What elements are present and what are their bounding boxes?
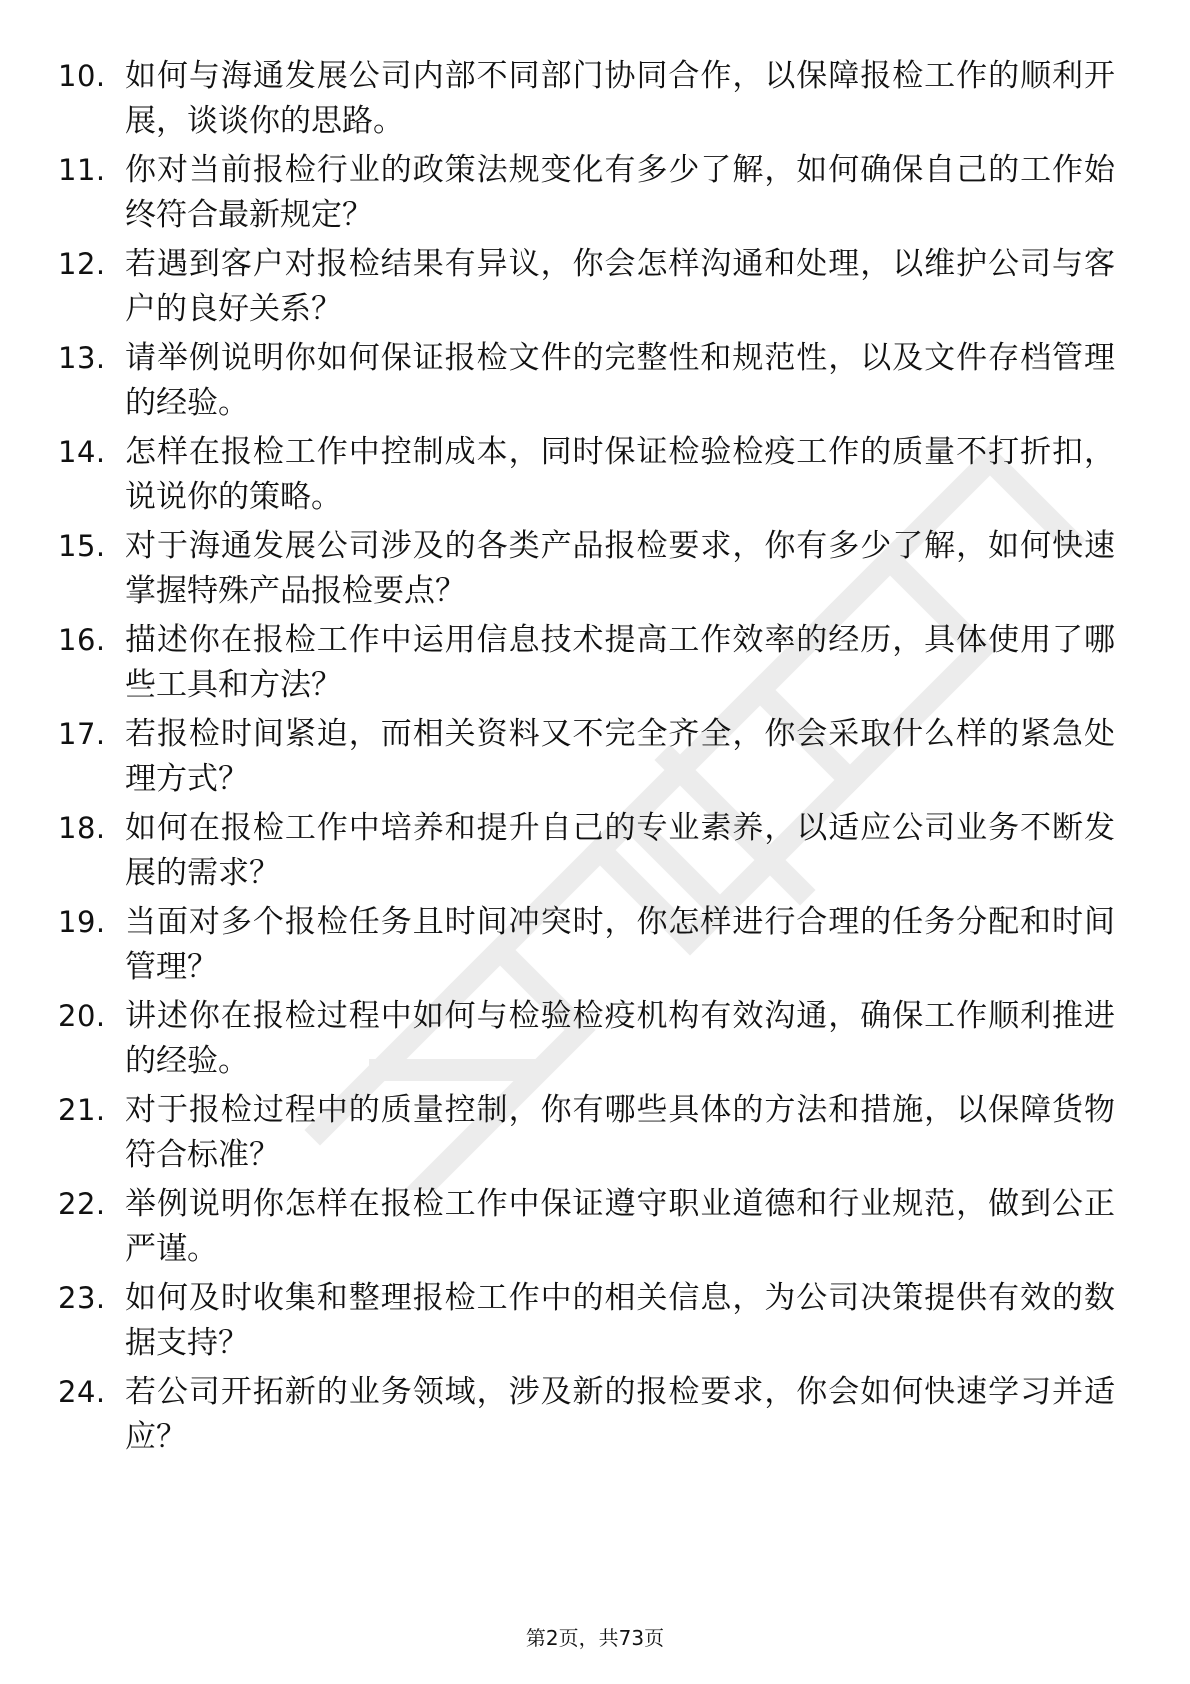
question-item: [58, 712, 1118, 802]
question-text: 如何与海通发展公司内部不同部门协同合作，以保障报检工作的顺利开展，谈谈你的思路。: [125, 58, 1115, 139]
question-number: 22.: [58, 1187, 106, 1221]
question-item: [58, 430, 1118, 520]
question-number: 18.: [58, 811, 106, 845]
question-item: [58, 336, 1118, 426]
question-text: 当面对多个报检任务且时间冲突时，你怎样进行合理的任务分配和时间管理？: [125, 904, 1115, 985]
question-text: 请举例说明你如何保证报检文件的完整性和规范性，以及文件存档管理的经验。: [125, 340, 1115, 421]
question-number: 15.: [58, 529, 106, 563]
question-item: [58, 1276, 1118, 1366]
question-text: 描述你在报检工作中运用信息技术提高工作效率的经历，具体使用了哪些工具和方法？: [125, 622, 1115, 703]
question-item: [58, 1370, 1118, 1460]
question-number: 13.: [58, 341, 106, 375]
question-item: [58, 242, 1118, 332]
question-item: [58, 524, 1118, 614]
question-text: 怎样在报检工作中控制成本，同时保证检验检疫工作的质量不打折扣，说说你的策略。: [125, 434, 1115, 515]
question-item: [58, 994, 1118, 1084]
question-number: 21.: [58, 1093, 106, 1127]
question-text: 举例说明你怎样在报检工作中保证遵守职业道德和行业规范，做到公正严谨。: [125, 1186, 1115, 1267]
question-text: 如何在报检工作中培养和提升自己的专业素养，以适应公司业务不断发展的需求？: [125, 810, 1115, 891]
question-item: [58, 806, 1118, 896]
question-text: 如何及时收集和整理报检工作中的相关信息，为公司决策提供有效的数据支持？: [125, 1280, 1115, 1361]
question-number: 16.: [58, 623, 106, 657]
question-item: [58, 54, 1118, 144]
question-number: 20.: [58, 999, 106, 1033]
question-number: 24.: [58, 1375, 106, 1409]
question-text: 若遇到客户对报检结果有异议，你会怎样沟通和处理，以维护公司与客户的良好关系？: [125, 246, 1115, 327]
question-text: 对于报检过程中的质量控制，你有哪些具体的方法和措施，以保障货物符合标准？: [125, 1092, 1115, 1173]
question-text: 讲述你在报检过程中如何与检验检疫机构有效沟通，确保工作顺利推进的经验。: [125, 998, 1115, 1079]
page-number-footer: 第2页，共73页: [525, 1626, 665, 1650]
question-item: [58, 618, 1118, 708]
question-item: [58, 148, 1118, 238]
question-number: 10.: [58, 59, 106, 93]
question-number: 23.: [58, 1281, 106, 1315]
question-number: 11.: [58, 153, 106, 187]
question-number: 12.: [58, 247, 106, 281]
question-text: 你对当前报检行业的政策法规变化有多少了解，如何确保自己的工作始终符合最新规定？: [125, 152, 1115, 233]
question-text: 对于海通发展公司涉及的各类产品报检要求，你有多少了解，如何快速掌握特殊产品报检要点？: [125, 528, 1115, 609]
question-item: [58, 1182, 1118, 1272]
question-number: 17.: [58, 717, 106, 751]
question-number: 14.: [58, 435, 106, 469]
question-item: [58, 900, 1118, 990]
question-text: 若报检时间紧迫，而相关资料又不完全齐全，你会采取什么样的紧急处理方式？: [125, 716, 1115, 797]
question-item: [58, 1088, 1118, 1178]
question-number: 19.: [58, 905, 106, 939]
question-text: 若公司开拓新的业务领域，涉及新的报检要求，你会如何快速学习并适应？: [125, 1374, 1115, 1455]
